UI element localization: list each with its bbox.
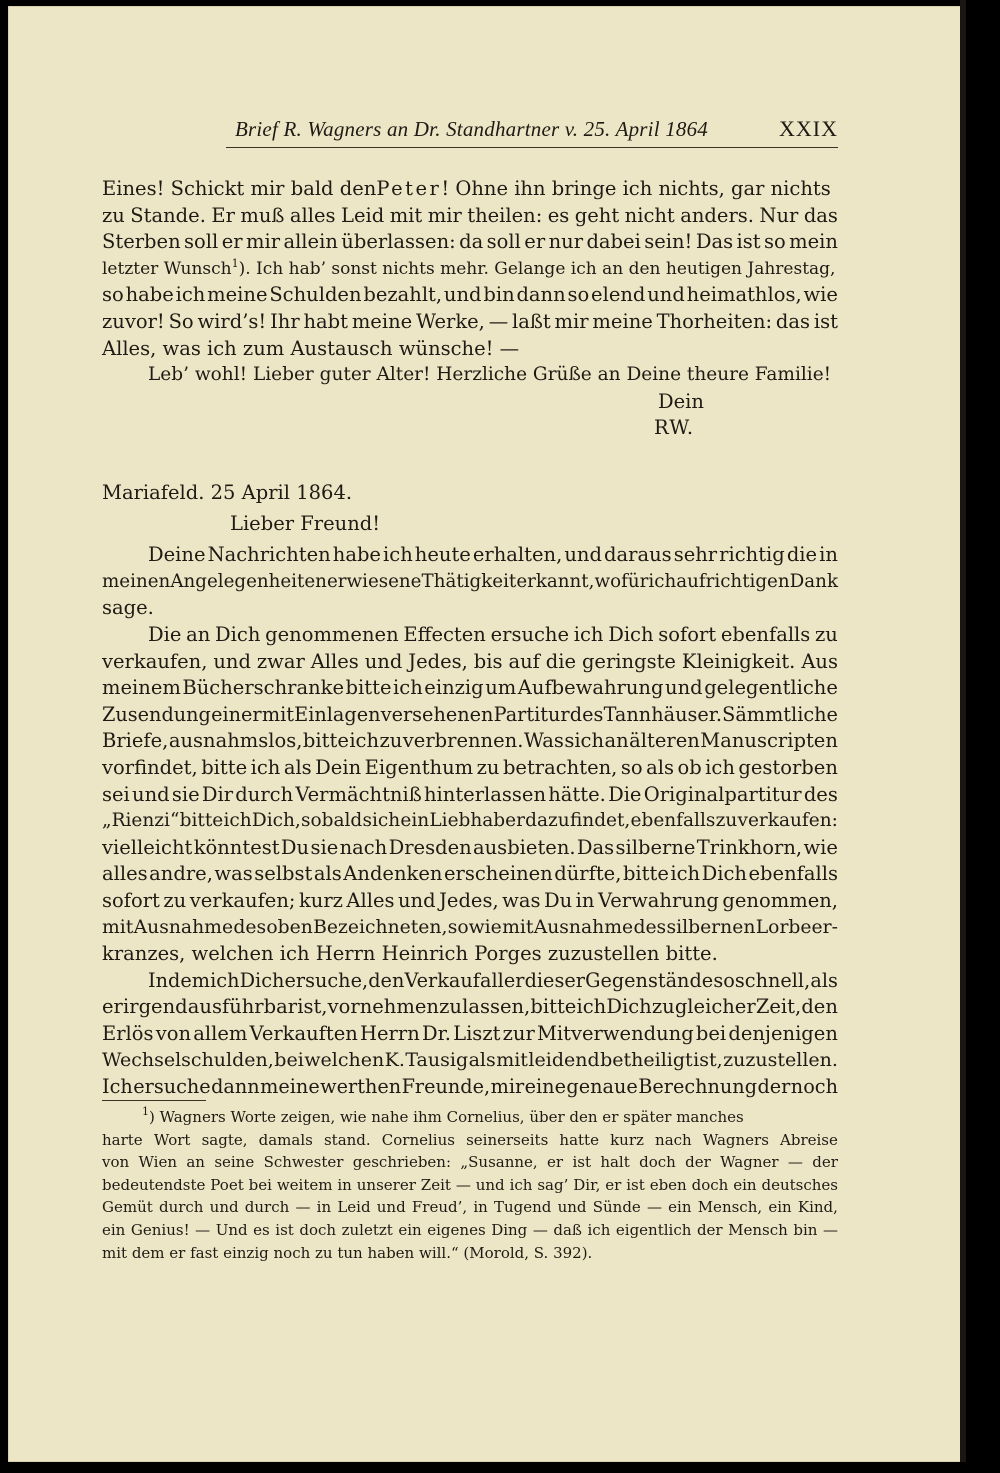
footnote-line: Gemüt durch und durch — in Leid und Freud’, in Tugend und Sünde — ein Mensch, ein Kind, bbox=[102, 1198, 838, 1217]
emphasized-name: Peter bbox=[376, 177, 442, 200]
text-line: Deine Nachrichten habe ich heute erhalten, und daraus sehr richtig die in bbox=[148, 543, 838, 567]
footnote-rule bbox=[102, 1100, 206, 1101]
text-line: Wechselschulden, bei welchen K. Tausig als mit leidend betheiligt ist, zuzustellen. bbox=[102, 1049, 838, 1072]
text-line: kranzes, welchen ich Herrn Heinrich Porges zuzustellen bitte. bbox=[102, 942, 718, 966]
farewell-line: Leb’ wohl! Lieber guter Alter! Herzliche Grüße an Deine theure Familie! bbox=[148, 364, 832, 386]
text-line: sei und sie Dir durch Vermächtniß hinterlassen hätte. Die Originalpartitur des bbox=[102, 782, 838, 806]
text-line: meinem Bücherschranke bitte ich einzig um Aufbewahrung und gelegentliche bbox=[102, 676, 838, 700]
footnote-line: harte Wort sagte, damals stand. Cornelius seinerseits hatte kurz nach Wagners Abreise bbox=[102, 1130, 838, 1149]
text-line: mit Ausnahme des oben Bezeichneten, sowie mit Ausnahme des silbernen Lorbeer- bbox=[102, 916, 838, 938]
paragraph bbox=[102, 542, 838, 622]
letter-2-body bbox=[102, 542, 838, 1100]
footnote bbox=[102, 1106, 838, 1264]
text-line: meinen Angelegenheiten erwiesene Thätigkeit erkannt, wofür ich aufrichtigen Dank bbox=[102, 570, 838, 592]
paragraph bbox=[102, 968, 838, 1101]
page-number: XXIX bbox=[779, 116, 838, 141]
footnote-line: $^1$) Wagners Worte zeigen, wie nahe ihm Cornelius, über den er später manches bbox=[142, 1105, 744, 1126]
footnote-line: mit dem er fast einzig noch zu tun haben will.“ (Morold, S. 392). bbox=[102, 1243, 593, 1262]
running-title: Brief R. Wagners an Dr. Standhartner v. 25. April 1864 bbox=[235, 117, 708, 141]
letter-1-text bbox=[102, 176, 838, 442]
text-line: zuvor! So wird’s! Ihr habt meine Werke, — laßt mir meine Thorheiten: das ist bbox=[102, 309, 838, 333]
text-line: „Rienzi“ bitte ich Dich, sobald sich ein Liebhaber dazu findet, ebenfalls zu verkaufen: bbox=[102, 810, 838, 832]
text-line: Erlös von allem Verkauften Herrn Dr. Liszt zur Mitverwendung bei denjenigen bbox=[102, 1021, 838, 1045]
text-line: Alles, was ich zum Austausch wünsche! — bbox=[102, 336, 520, 360]
text-line: Zusendung einer mit Einlagen versehenen Partitur des Tannhäuser. Sämmtliche bbox=[102, 702, 838, 726]
page-edge-shadow bbox=[960, 0, 966, 1462]
text-line: Ich ersuche dann meine werthen Freunde, mir eine genaue Berechnung der noch bbox=[102, 1075, 838, 1099]
closing: Dein bbox=[658, 389, 704, 413]
paragraph bbox=[102, 622, 838, 968]
text-line: er irgend ausführbar ist, vornehmen zu lassen, bitte ich Dich zu gleicher Zeit, den bbox=[102, 995, 838, 1019]
text-line: letzter Wunsch$^1$). Ich hab’ sonst nichts mehr. Gelange ich an den heutigen Jahrestag, bbox=[102, 256, 836, 279]
text-run: Eines! Schickt mir bald den bbox=[102, 177, 377, 200]
text-line: vorfindet, bitte ich als Dein Eigenthum zu betrachten, so als ob ich gestorben bbox=[102, 755, 838, 779]
text-line: sofort zu verkaufen; kurz Alles und Jedes, was Du in Verwahrung genommen, bbox=[102, 888, 838, 912]
salutation: Lieber Freund! bbox=[230, 511, 381, 535]
footnote-line: bedeutendste Poet bei weitem in unserer Zeit — und ich sag’ Dir, er ist eben doch ein deutsches bbox=[102, 1175, 838, 1194]
text-line: so habe ich meine Schulden bezahlt, und bin dann so elend und heimathlos, wie bbox=[102, 283, 838, 307]
text-line: Sterben soll er mir allein überlassen: da soll er nur dabei sein! Das ist so mein bbox=[102, 230, 838, 254]
footnote-marker: 1 bbox=[142, 1105, 149, 1118]
text-line: Die an Dich genommenen Effecten ersuche ich Dich sofort ebenfalls zu bbox=[148, 622, 838, 646]
running-header bbox=[226, 113, 838, 148]
text-line: vielleicht könntest Du sie nach Dresden ausbieten. Das silberne Trinkhorn, wie bbox=[102, 835, 838, 859]
text-line: zu Stande. Er muß alles Leid mit mir theilen: es geht nicht anders. Nur das bbox=[102, 203, 838, 227]
text-run: ! Ohne ihn bringe ich nichts, gar nichts bbox=[441, 177, 831, 200]
text-line: sage. bbox=[102, 596, 154, 620]
text-line: alles andre, was selbst als Andenken erscheinen dürfte, bitte ich Dich ebenfalls bbox=[102, 862, 838, 886]
text-line: verkaufen, und zwar Alles und Jedes, bis auf die geringste Kleinigkeit. Aus bbox=[102, 649, 838, 673]
footnote-ref[interactable]: 1 bbox=[231, 256, 239, 270]
footnote-line: ein Genius! — Und es ist doch zuletzt ein eigenes Ding — daß ich eigentlich der Mensch bin — bbox=[102, 1220, 838, 1239]
footnote-line: von Wien an seine Schwester geschrieben: „Susanne, er ist halt doch der Wagner — der bbox=[102, 1153, 838, 1172]
letter-2-text bbox=[102, 480, 838, 1101]
text-line: Indem ich Dich ersuche, den Verkauf aller dieser Gegenstände so schnell, als bbox=[148, 968, 838, 992]
text-line bbox=[102, 176, 838, 203]
text-line: Briefe, ausnahmslos, bitte ich zu verbrennen. Was sich an älteren Manuscripten bbox=[102, 729, 838, 753]
signature: RW. bbox=[654, 416, 695, 440]
dateline: Mariafeld. 25 April 1864. bbox=[102, 481, 353, 504]
